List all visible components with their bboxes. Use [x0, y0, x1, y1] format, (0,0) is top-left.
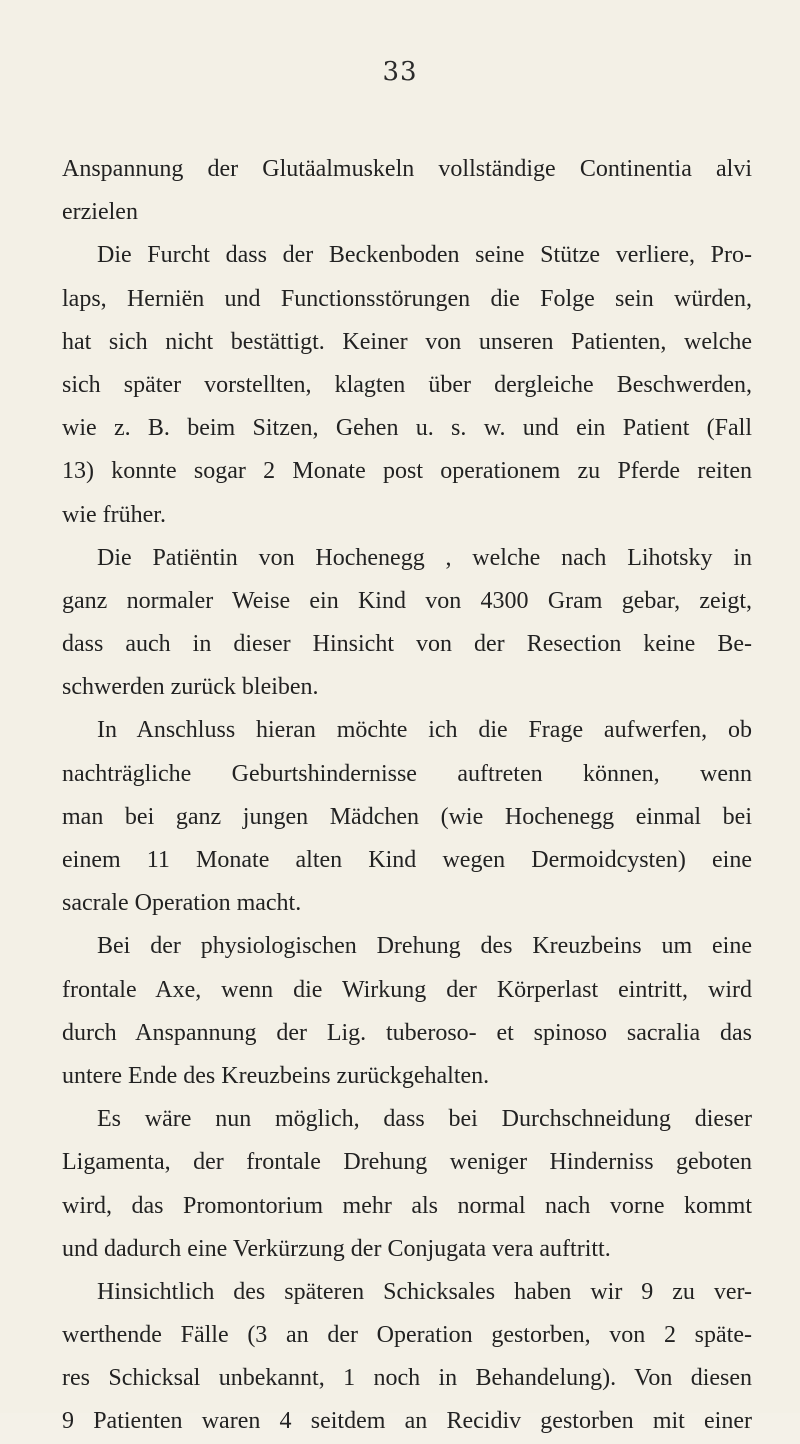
text-line: Anspannung der Glutäalmuskeln vollständige Continentia alvi: [62, 156, 752, 182]
text-line: werthende Fälle (3 an der Operation gestorben, von 2 späte-: [62, 1322, 752, 1349]
body-text: [62, 148, 752, 1444]
text-line: 13) konnte sogar 2 Monate post operationem zu Pferde reiten: [62, 458, 752, 485]
text-line: res Schicksal unbekannt, 1 noch in Behandelung). Von diesen: [62, 1365, 752, 1392]
text-line: Ligamenta, der frontale Drehung weniger Hinderniss geboten: [62, 1149, 752, 1176]
text-line: man bei ganz jungen Mädchen (wie Hochenegg einmal bei: [62, 803, 752, 830]
text-line: schwerden zurück bleiben.: [62, 674, 319, 701]
text-line: und dadurch eine Verkürzung der Conjugata vera auftritt.: [62, 1235, 611, 1262]
text-line: Hinsichtlich des späteren Schicksales haben wir 9 zu ver-: [97, 1278, 752, 1305]
text-line: laps, Herniën und Functionsstörungen die Folge sein würden,: [62, 285, 752, 312]
text-line: sacrale Operation macht.: [62, 890, 302, 917]
text-line: durch Anspannung der Lig. tuberoso- et spinoso sacralia das: [62, 1019, 752, 1046]
text-line: nachträgliche Geburtshindernisse auftreten können, wenn: [62, 760, 752, 787]
text-line: frontale Axe, wenn die Wirkung der Körperlast eintritt, wird: [62, 976, 752, 1003]
text-line: Die Patiëntin von Hochenegg , welche nach Lihotsky in: [97, 544, 752, 571]
text-line: 9 Patienten waren 4 seitdem an Recidiv gestorben mit einer: [62, 1408, 752, 1435]
text-line: Es wäre nun möglich, dass bei Durchschneidung dieser: [97, 1106, 752, 1133]
page-number: 33: [382, 57, 418, 87]
text-line: untere Ende des Kreuzbeins zurückgehalten.: [62, 1062, 490, 1089]
text-line: In Anschluss hieran möchte ich die Frage aufwerfen, ob: [97, 717, 752, 744]
text-line: wie z. B. beim Sitzen, Gehen u. s. w. und ein Patient (Fall: [62, 415, 752, 442]
text-line: erzielen: [62, 199, 138, 226]
text-line: hat sich nicht bestättigt. Keiner von unseren Patienten, welche: [62, 328, 752, 355]
text-line: sich später vorstellten, klagten über dergleiche Beschwerden,: [62, 371, 752, 398]
text-line: wie früher.: [62, 501, 166, 528]
text-line: dass auch in dieser Hinsicht von der Resection keine Be-: [62, 631, 752, 658]
text-line: Die Furcht dass der Beckenboden seine Stütze verliere, Pro-: [97, 242, 752, 269]
text-line: ganz normaler Weise ein Kind von 4300 Gram gebar, zeigt,: [62, 587, 752, 614]
text-line: Bei der physiologischen Drehung des Kreuzbeins um eine: [97, 933, 752, 960]
text-line: einem 11 Monate alten Kind wegen Dermoidcysten) eine: [62, 847, 752, 873]
text-line: wird, das Promontorium mehr als normal nach vorne kommt: [62, 1192, 752, 1219]
